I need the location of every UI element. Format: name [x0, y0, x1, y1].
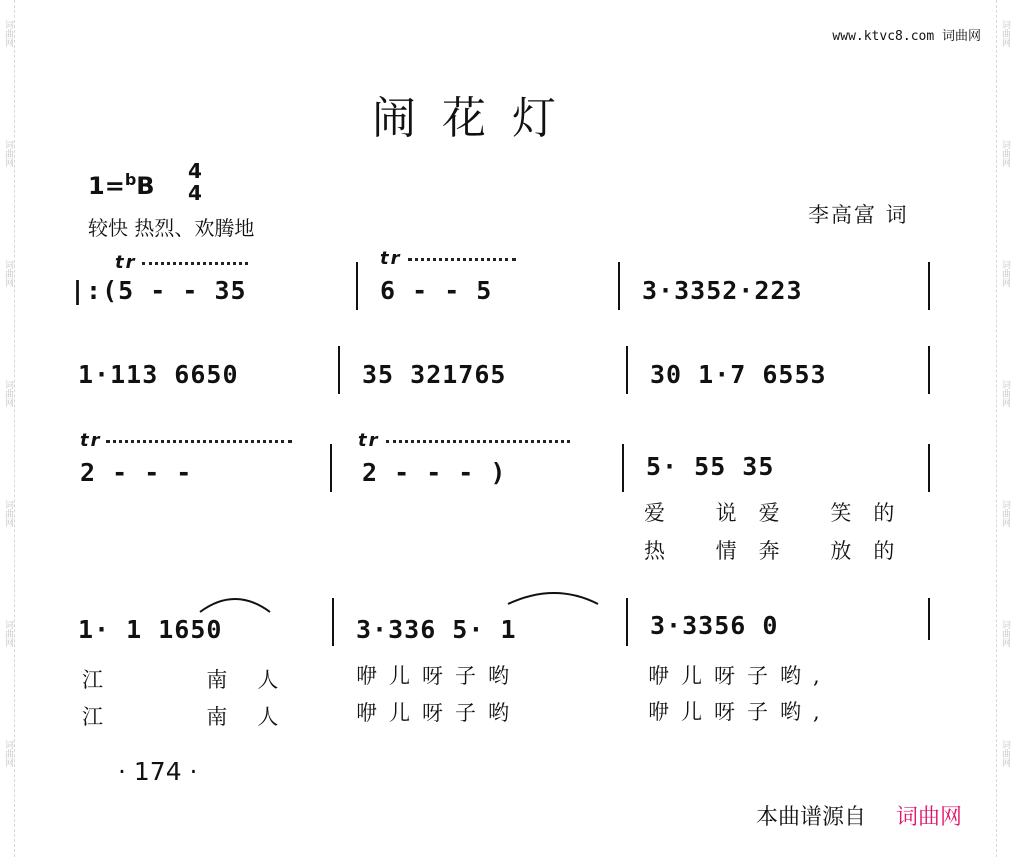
slur: [508, 593, 598, 604]
trill-mark: tr: [80, 430, 102, 451]
flat-sign: b: [124, 170, 137, 189]
measure-group-2: 35 321765: [362, 360, 507, 389]
watermark: 词曲网: [1000, 380, 1010, 407]
song-title: 闹花灯: [372, 93, 582, 144]
measure-group-2: 6 - - 5: [380, 276, 493, 305]
watermark: 词曲网: [3, 500, 13, 527]
watermark: 词曲网: [1000, 140, 1010, 167]
trill-mark: tr: [380, 248, 402, 269]
tempo-marking: 较快 热烈、欢腾地: [88, 216, 255, 240]
trill-mark: tr: [358, 430, 380, 451]
measure-group-2: 2 - - - ): [362, 458, 507, 487]
watermark: 词曲网: [1000, 620, 1010, 647]
watermark: 词曲网: [3, 140, 13, 167]
measure-group-1: |:(5 - - 35: [70, 276, 247, 305]
lyric-line: 爱 说爱 笑的: [644, 501, 917, 525]
measure-group-3: 3·3356 0: [650, 611, 779, 640]
watermark: 词曲网: [1000, 500, 1010, 527]
key-note: B: [136, 172, 155, 200]
site-url: www.ktvc8.com 词曲网: [832, 29, 981, 44]
watermark: 词曲网: [3, 740, 13, 767]
measure-group-3: 5· 55 35: [646, 452, 775, 481]
watermark: 词曲网: [1000, 20, 1010, 47]
watermark: 词曲网: [3, 260, 13, 287]
time-top: 4: [188, 159, 202, 183]
time-bottom: 4: [188, 181, 202, 205]
source-label: 本曲谱源自: [756, 805, 867, 830]
lyric-line: 江 南人: [82, 705, 309, 729]
page-number: · 174 ·: [118, 757, 198, 786]
lyric-line: 咿儿呀子哟,: [648, 664, 832, 688]
measure-group-1: 1· 1 1650: [78, 615, 223, 644]
measure-group-3: 30 1·7 6553: [650, 360, 827, 389]
barline: [626, 598, 628, 646]
lyric-line: 热 情奔 放的: [644, 539, 917, 563]
source-brand[interactable]: 词曲网: [896, 805, 963, 830]
lyric-line: 咿儿呀子哟: [356, 701, 521, 725]
measure-group-1: 1·113 6650: [78, 360, 239, 389]
lyric-line: 江 南人: [82, 668, 309, 692]
watermark: 词曲网: [3, 620, 13, 647]
watermark: 词曲网: [3, 380, 13, 407]
measure-group-1: 2 - - -: [80, 458, 193, 487]
watermark: 词曲网: [3, 20, 13, 47]
barline: [332, 598, 334, 646]
watermark: 词曲网: [1000, 260, 1010, 287]
trill-mark: tr: [115, 252, 137, 273]
key-prefix: 1=: [88, 172, 125, 200]
measure-group-2: 3·336 5· 1: [356, 615, 517, 644]
barline: [928, 598, 930, 640]
lyric-line: 咿儿呀子哟: [356, 664, 521, 688]
slur: [200, 599, 270, 612]
watermark: 词曲网: [1000, 740, 1010, 767]
lyricist-credit: 李高富 词: [808, 203, 909, 227]
lyric-line: 咿儿呀子哟,: [648, 700, 832, 724]
measure-group-3: 3·3352·223: [642, 276, 803, 305]
